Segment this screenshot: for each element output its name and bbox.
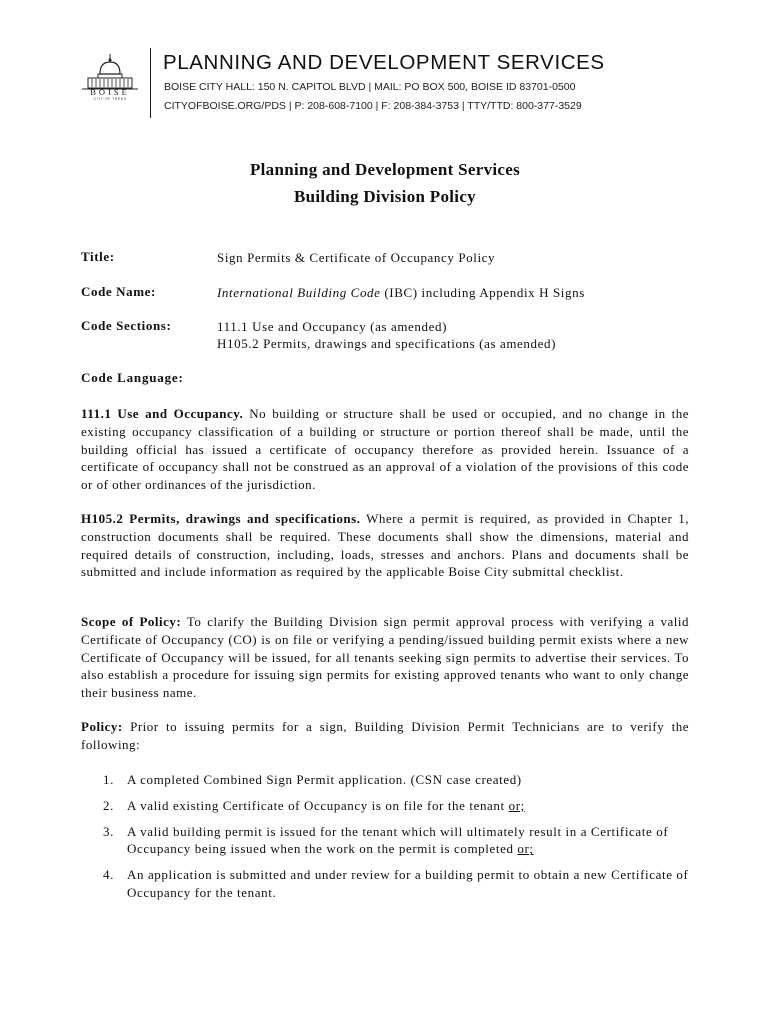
para1-lead: 111.1 Use and Occupancy. [81, 406, 244, 421]
title-line-1: Planning and Development Services [249, 160, 521, 179]
capitol-dome-icon [78, 52, 142, 92]
list-item-number: 3. [103, 823, 114, 839]
code-section-2: H105.2 Permits, drawings and specifications (as amended) [217, 336, 557, 351]
para3-lead: Scope of Policy: [81, 614, 182, 629]
org-contact: CITYOFBOISE.ORG/PDS | P: 208-608-7100 | F: 208-384-3753 | TTY/TTD: 800-377-3529 [164, 100, 582, 112]
list-item [81, 823, 691, 859]
para2-text: Where a permit is required, as provided in Chapter 1, construction documents shall be required. These documents shall show the dimensions, material and required details of construction, including, loads, stresses and anchors. Plans and documents shall be submitted and include information as required by the applicable Boise City submittal checklist. [81, 511, 689, 580]
list-item-text: A valid existing Certificate of Occupancy is on file for the tenant [127, 797, 509, 813]
list-item-text: A valid building permit is issued for the tenant which will ultimately result in a Certificate of Occupancy being issued when the work on the permit is completed [127, 823, 669, 857]
list-item [81, 866, 691, 902]
code-name-rest: (IBC) including Appendix H Signs [380, 285, 585, 300]
logo-subtext: CITY OF TREES [93, 97, 127, 101]
para3-text: To clarify the Building Division sign permit approval process with verifying a valid Certificate of Occupancy (CO) is on file or verifying a pending/issued building permit exists where a new Certificate of Occupancy will be issued, for all tenants seeking sign permits to advertise their services. To also establish a procedure for issuing sign permits for existing approved tenants who want to only change their business name. [81, 614, 689, 701]
list-item-suffix: or; [517, 841, 534, 857]
list-item-number: 1. [103, 772, 114, 787]
para2-lead: H105.2 Permits, drawings and specifications. [81, 511, 361, 526]
paragraph-use-occupancy [81, 405, 689, 494]
list-item [81, 797, 691, 815]
meta-title-label: Title: [81, 249, 115, 264]
logo-text: BOISE [90, 87, 130, 97]
list-item-text: A completed Combined Sign Permit application. (CSN case created) [127, 772, 522, 787]
paragraph-permits-drawings [81, 510, 689, 581]
code-name-italic: International Building Code [217, 285, 381, 300]
meta-code-sections-value [217, 318, 556, 352]
org-name: PLANNING AND DEVELOPMENT SERVICES [163, 51, 605, 74]
list-item-text: An application is submitted and under review for a building permit to obtain a new Certificate of Occupancy for the tenant. [127, 867, 689, 900]
list-item-suffix: or; [508, 797, 525, 813]
meta-title-value: Sign Permits & Certificate of Occupancy Policy [217, 250, 496, 265]
paragraph-policy [81, 718, 689, 754]
meta-code-name-value [217, 284, 585, 301]
document-title [0, 156, 770, 210]
code-language-label: Code Language: [81, 370, 184, 385]
header-divider [150, 48, 151, 118]
org-address: BOISE CITY HALL: 150 N. CAPITOL BLVD | MAIL: PO BOX 500, BOISE ID 83701-0500 [164, 81, 576, 93]
list-item [81, 771, 691, 789]
letterhead [78, 48, 698, 118]
title-line-2: Building Division Policy [294, 187, 476, 206]
meta-code-name-label: Code Name: [81, 284, 156, 299]
policy-list [81, 771, 691, 902]
meta-code-sections-label: Code Sections: [81, 318, 172, 333]
paragraph-scope [81, 613, 689, 702]
para4-text: Prior to issuing permits for a sign, Building Division Permit Technicians are to verify the following: [81, 719, 689, 752]
list-item-number: 2. [103, 797, 114, 813]
para1-text: No building or structure shall be used or occupied, and no change in the existing occupancy classification of a building or structure or portion thereof shall be made, until the building official has issued a certificate of occupancy therefore as provided herein. Issuance of a certificate of occupancy shall not be construed as an approval of a violation of the provisions of this code or of other ordinances of the jurisdiction. [81, 406, 689, 493]
para4-lead: Policy: [81, 719, 123, 734]
list-item-number: 4. [103, 867, 114, 883]
code-section-1: 111.1 Use and Occupancy (as amended) [217, 319, 447, 334]
